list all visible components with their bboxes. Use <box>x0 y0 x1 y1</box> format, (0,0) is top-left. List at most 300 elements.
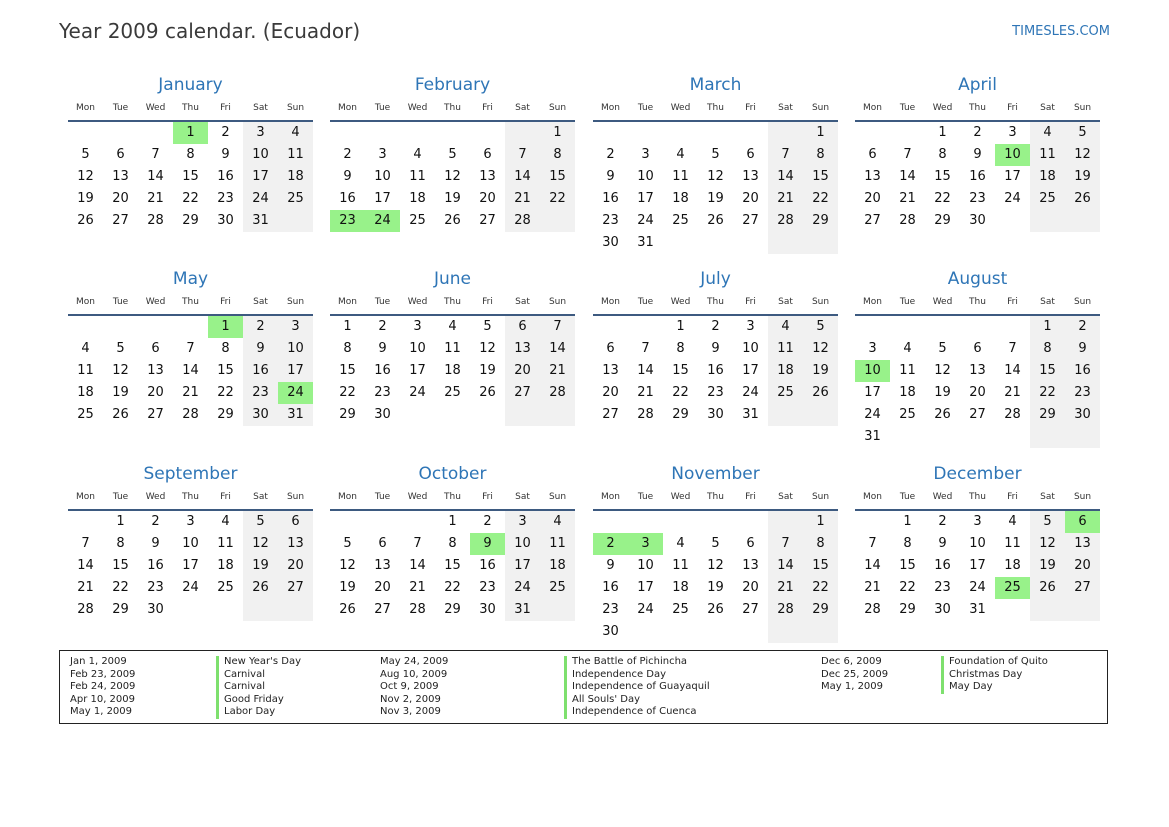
month-name: September <box>143 464 238 484</box>
weekday-header-row <box>330 491 575 507</box>
empty-day-cell <box>890 122 925 144</box>
day-cell: 18 <box>768 360 803 382</box>
day-cell: 22 <box>339 385 356 400</box>
day-cell: 5 <box>483 319 492 334</box>
weekday-label: Sat <box>253 103 268 113</box>
weekday-label: Fri <box>220 103 231 113</box>
day-cell: 28 <box>768 210 803 232</box>
day-cell: 20 <box>147 385 164 400</box>
day-cell: 31 <box>864 429 881 444</box>
weekday-label: Mon <box>601 103 620 113</box>
day-cell: 7 <box>151 147 160 162</box>
weekday-label: Mon <box>601 492 620 502</box>
holiday-date: Dec 6, 2009 <box>821 656 882 667</box>
week-row <box>330 382 575 404</box>
empty-day-cell <box>435 404 470 426</box>
day-cell: 1 <box>116 514 125 529</box>
day-cell: 4 <box>540 511 575 533</box>
day-cell: 20 <box>112 191 129 206</box>
day-cell: 27 <box>374 602 391 617</box>
empty-day-cell <box>733 232 768 254</box>
day-cell: 12 <box>112 363 129 378</box>
weekday-header-row <box>593 102 838 118</box>
day-cell: 20 <box>969 385 986 400</box>
day-cell: 11 <box>768 338 803 360</box>
week-row <box>855 166 1100 188</box>
weekday-label: Sat <box>515 103 530 113</box>
empty-day-cell <box>400 404 435 426</box>
weekday-label: Tue <box>374 297 391 307</box>
day-cell: 13 <box>1065 533 1100 555</box>
holiday-day-cell: 10 <box>995 144 1030 166</box>
day-cell: 30 <box>217 213 234 228</box>
day-cell: 3 <box>973 514 982 529</box>
day-cell: 10 <box>637 558 654 573</box>
day-cell: 17 <box>742 363 759 378</box>
day-cell: 15 <box>182 169 199 184</box>
week-row <box>593 555 838 577</box>
day-cell: 16 <box>934 558 951 573</box>
holiday-date: Dec 25, 2009 <box>821 668 889 680</box>
day-cell: 20 <box>1065 555 1100 577</box>
week-row <box>68 382 313 404</box>
weekday-label: Sun <box>548 297 567 307</box>
day-cell: 21 <box>540 360 575 382</box>
day-cell: 25 <box>1030 188 1065 210</box>
empty-day-cell <box>103 316 138 338</box>
empty-day-cell <box>435 122 470 144</box>
day-cell: 16 <box>339 191 356 206</box>
week-row <box>330 511 575 533</box>
day-cell: 22 <box>899 580 916 595</box>
day-cell: 18 <box>1004 558 1021 573</box>
weekday-label: Sun <box>1073 297 1092 307</box>
day-cell: 27 <box>505 382 540 404</box>
week-row <box>855 426 1100 448</box>
day-cell: 25 <box>217 580 234 595</box>
week-row <box>593 210 838 232</box>
weekday-label: Thu <box>182 492 199 502</box>
day-cell: 29 <box>803 210 838 232</box>
weekday-label: Wed <box>932 297 953 307</box>
week-row <box>855 122 1100 144</box>
day-cell: 5 <box>711 536 720 551</box>
day-cell: 17 <box>409 363 426 378</box>
weekday-label: Sun <box>811 297 830 307</box>
day-cell: 5 <box>343 536 352 551</box>
weekday-label: Fri <box>1007 492 1018 502</box>
brand-link[interactable]: TIMESLES.COM <box>1012 24 1110 39</box>
empty-day-cell <box>138 122 173 144</box>
day-cell: 16 <box>1065 360 1100 382</box>
weekday-label: Fri <box>220 297 231 307</box>
day-cell: 13 <box>112 169 129 184</box>
day-cell: 21 <box>768 188 803 210</box>
day-cell: 7 <box>540 316 575 338</box>
day-cell: 7 <box>641 341 650 356</box>
day-cell: 31 <box>742 407 759 422</box>
week-row <box>330 533 575 555</box>
week-row <box>855 316 1100 338</box>
day-cell: 9 <box>343 169 352 184</box>
day-cell: 27 <box>479 213 496 228</box>
day-cell: 12 <box>707 169 724 184</box>
day-cell: 23 <box>707 385 724 400</box>
day-cell: 13 <box>969 363 986 378</box>
holiday-day-cell: 9 <box>470 533 505 555</box>
weekday-label: Wed <box>145 103 166 113</box>
day-cell: 19 <box>339 580 356 595</box>
weekday-label: Fri <box>1007 103 1018 113</box>
holiday-name: Christmas Day <box>941 669 1048 682</box>
day-cell: 29 <box>899 602 916 617</box>
weekday-label: Wed <box>670 297 691 307</box>
month-december <box>855 462 1100 621</box>
month-january <box>68 73 313 232</box>
day-cell: 24 <box>742 385 759 400</box>
weekday-label: Thu <box>707 297 724 307</box>
day-cell: 11 <box>77 363 94 378</box>
day-cell: 10 <box>278 338 313 360</box>
day-cell: 5 <box>116 341 125 356</box>
day-cell: 30 <box>147 602 164 617</box>
day-cell: 19 <box>707 191 724 206</box>
holiday-date: Jan 1, 2009 <box>70 656 127 667</box>
weekday-label: Tue <box>637 492 654 502</box>
day-cell: 28 <box>147 213 164 228</box>
day-cell: 20 <box>742 580 759 595</box>
day-cell: 30 <box>707 407 724 422</box>
day-cell: 21 <box>147 191 164 206</box>
empty-day-cell <box>628 122 663 144</box>
week-row <box>68 555 313 577</box>
weekday-label: Sun <box>1073 492 1092 502</box>
day-cell: 6 <box>868 147 877 162</box>
day-cell: 21 <box>409 580 426 595</box>
week-row <box>68 188 313 210</box>
week-row <box>330 166 575 188</box>
day-cell: 1 <box>803 122 838 144</box>
weekday-label: Fri <box>1007 297 1018 307</box>
day-cell: 4 <box>81 341 90 356</box>
day-cell: 17 <box>1004 169 1021 184</box>
day-cell: 2 <box>221 125 230 140</box>
day-cell: 16 <box>243 360 278 382</box>
empty-day-cell <box>1030 426 1065 448</box>
empty-day-cell <box>768 621 803 643</box>
weekday-label: Mon <box>338 297 357 307</box>
week-row <box>593 404 838 426</box>
holiday-day-cell: 24 <box>365 210 400 232</box>
day-cell: 26 <box>479 385 496 400</box>
day-cell: 4 <box>278 122 313 144</box>
empty-day-cell <box>733 621 768 643</box>
empty-day-cell <box>593 122 628 144</box>
day-cell: 20 <box>864 191 881 206</box>
day-cell: 4 <box>221 514 230 529</box>
holiday-date: May 24, 2009 <box>380 656 449 667</box>
holiday-dates-column <box>380 656 448 719</box>
weekday-label: Mon <box>601 297 620 307</box>
day-cell: 11 <box>1004 536 1021 551</box>
weekday-header-row <box>855 491 1100 507</box>
day-cell: 1 <box>540 122 575 144</box>
day-cell: 9 <box>378 341 387 356</box>
day-cell: 5 <box>448 147 457 162</box>
day-cell: 6 <box>378 536 387 551</box>
holiday-name: All Souls' Day <box>564 694 710 707</box>
day-cell: 4 <box>768 316 803 338</box>
day-cell: 2 <box>606 147 615 162</box>
empty-day-cell <box>925 426 960 448</box>
day-cell: 5 <box>711 147 720 162</box>
day-cell: 31 <box>243 210 278 232</box>
day-cell: 6 <box>606 341 615 356</box>
page-title: Year 2009 calendar. (Ecuador) <box>59 19 361 43</box>
weekday-label: Fri <box>482 103 493 113</box>
day-cell: 24 <box>637 602 654 617</box>
day-cell: 17 <box>243 166 278 188</box>
day-cell: 6 <box>505 316 540 338</box>
day-cell: 30 <box>969 213 986 228</box>
day-cell: 28 <box>768 599 803 621</box>
empty-day-cell <box>855 122 890 144</box>
weekday-label: Wed <box>145 297 166 307</box>
day-cell: 12 <box>339 558 356 573</box>
weekday-label: Sun <box>811 492 830 502</box>
weekday-label: Tue <box>374 492 391 502</box>
holiday-dates-column <box>821 656 888 694</box>
empty-day-cell <box>995 210 1030 232</box>
weekday-label: Tue <box>112 103 129 113</box>
weekday-label: Tue <box>374 103 391 113</box>
day-cell: 20 <box>479 191 496 206</box>
day-cell: 23 <box>374 385 391 400</box>
day-cell: 1 <box>343 319 352 334</box>
holiday-date: Nov 3, 2009 <box>380 706 441 718</box>
day-cell: 29 <box>182 213 199 228</box>
empty-day-cell <box>995 316 1030 338</box>
day-cell: 8 <box>803 533 838 555</box>
day-cell: 12 <box>1030 533 1065 555</box>
day-cell: 17 <box>182 558 199 573</box>
empty-day-cell <box>103 122 138 144</box>
day-cell: 27 <box>1065 577 1100 599</box>
month-october <box>330 462 575 621</box>
day-cell: 19 <box>77 191 94 206</box>
weekday-label: Mon <box>76 297 95 307</box>
weekday-label: Tue <box>637 103 654 113</box>
holiday-date: Feb 23, 2009 <box>70 668 136 680</box>
day-cell: 14 <box>182 363 199 378</box>
day-cell: 6 <box>116 147 125 162</box>
day-cell: 24 <box>637 213 654 228</box>
day-cell: 21 <box>505 188 540 210</box>
week-row <box>855 360 1100 382</box>
week-row <box>68 316 313 338</box>
day-cell: 10 <box>969 536 986 551</box>
holiday-date: Aug 10, 2009 <box>380 668 448 680</box>
day-cell: 28 <box>637 407 654 422</box>
day-cell: 13 <box>864 169 881 184</box>
empty-day-cell <box>540 599 575 621</box>
day-cell: 22 <box>444 580 461 595</box>
empty-day-cell <box>68 511 103 533</box>
week-row <box>855 555 1100 577</box>
holiday-day-cell: 1 <box>208 316 243 338</box>
day-cell: 1 <box>803 511 838 533</box>
day-cell: 26 <box>444 213 461 228</box>
day-cell: 8 <box>448 536 457 551</box>
empty-day-cell <box>768 404 803 426</box>
week-row <box>330 316 575 338</box>
day-cell: 6 <box>151 341 160 356</box>
weekday-label: Thu <box>444 297 461 307</box>
empty-day-cell <box>593 511 628 533</box>
week-row <box>593 316 838 338</box>
weekday-label: Thu <box>969 297 986 307</box>
holiday-name: Carnival <box>216 681 301 694</box>
day-cell: 4 <box>676 147 685 162</box>
weekday-label: Sat <box>1040 297 1055 307</box>
week-row <box>330 577 575 599</box>
day-cell: 7 <box>81 536 90 551</box>
day-cell: 10 <box>182 536 199 551</box>
month-name: October <box>418 464 487 484</box>
empty-day-cell <box>1030 599 1065 621</box>
day-cell: 23 <box>217 191 234 206</box>
empty-day-cell <box>890 316 925 338</box>
empty-day-cell <box>768 232 803 254</box>
day-cell: 14 <box>637 363 654 378</box>
weekday-label: Wed <box>932 492 953 502</box>
day-cell: 6 <box>973 341 982 356</box>
day-cell: 5 <box>1065 122 1100 144</box>
day-cell: 19 <box>112 385 129 400</box>
weekday-label: Sat <box>515 492 530 502</box>
month-name: November <box>671 464 760 484</box>
empty-day-cell <box>470 404 505 426</box>
week-row <box>855 599 1100 621</box>
day-cell: 4 <box>413 147 422 162</box>
day-cell: 2 <box>343 147 352 162</box>
empty-day-cell <box>960 316 995 338</box>
empty-day-cell <box>173 316 208 338</box>
day-cell: 4 <box>448 319 457 334</box>
empty-day-cell <box>278 210 313 232</box>
day-cell: 18 <box>1030 166 1065 188</box>
holiday-name: The Battle of Pichincha <box>564 656 710 669</box>
day-cell: 17 <box>637 191 654 206</box>
weekday-label: Sun <box>1073 103 1092 113</box>
week-row <box>68 577 313 599</box>
day-cell: 9 <box>606 169 615 184</box>
empty-day-cell <box>925 316 960 338</box>
week-row <box>68 511 313 533</box>
day-cell: 1 <box>1030 316 1065 338</box>
day-cell: 26 <box>934 407 951 422</box>
weekday-label: Sat <box>253 492 268 502</box>
holiday-day-cell: 23 <box>330 210 365 232</box>
day-cell: 2 <box>483 514 492 529</box>
weekday-label: Tue <box>637 297 654 307</box>
week-row <box>68 144 313 166</box>
day-cell: 14 <box>768 166 803 188</box>
day-cell: 23 <box>479 580 496 595</box>
week-row <box>593 122 838 144</box>
day-cell: 6 <box>746 147 755 162</box>
day-cell: 2 <box>243 316 278 338</box>
day-cell: 18 <box>217 558 234 573</box>
holiday-name: Carnival <box>216 669 301 682</box>
day-cell: 4 <box>1008 514 1017 529</box>
day-cell: 6 <box>278 511 313 533</box>
weekday-label: Wed <box>670 492 691 502</box>
weekday-label: Sun <box>811 103 830 113</box>
week-row <box>593 533 838 555</box>
day-cell: 22 <box>803 188 838 210</box>
empty-day-cell <box>663 122 698 144</box>
day-cell: 5 <box>1030 511 1065 533</box>
day-cell: 12 <box>707 558 724 573</box>
weekday-label: Fri <box>482 297 493 307</box>
day-cell: 25 <box>77 407 94 422</box>
week-row <box>68 338 313 360</box>
week-row <box>593 232 838 254</box>
day-cell: 12 <box>243 533 278 555</box>
day-cell: 8 <box>116 536 125 551</box>
day-cell: 8 <box>186 147 195 162</box>
day-cell: 9 <box>711 341 720 356</box>
day-cell: 23 <box>243 382 278 404</box>
day-cell: 22 <box>540 188 575 210</box>
weekday-label: Fri <box>745 103 756 113</box>
day-cell: 1 <box>676 319 685 334</box>
empty-day-cell <box>1065 599 1100 621</box>
day-cell: 28 <box>77 602 94 617</box>
weekday-label: Sat <box>778 103 793 113</box>
day-cell: 7 <box>413 536 422 551</box>
day-cell: 27 <box>278 577 313 599</box>
empty-day-cell <box>68 316 103 338</box>
day-cell: 20 <box>374 580 391 595</box>
month-name: December <box>933 464 1022 484</box>
week-row <box>68 404 313 426</box>
day-cell: 9 <box>151 536 160 551</box>
day-cell: 11 <box>278 144 313 166</box>
weekday-label: Wed <box>932 103 953 113</box>
empty-day-cell <box>173 599 208 621</box>
day-cell: 26 <box>77 213 94 228</box>
holiday-date: May 1, 2009 <box>821 681 884 693</box>
day-cell: 3 <box>186 514 195 529</box>
day-cell: 18 <box>444 363 461 378</box>
weekday-label: Tue <box>899 103 916 113</box>
week-row <box>855 404 1100 426</box>
empty-day-cell <box>803 621 838 643</box>
month-march <box>593 73 838 254</box>
day-cell: 9 <box>243 338 278 360</box>
day-cell: 29 <box>672 407 689 422</box>
day-cell: 10 <box>409 341 426 356</box>
week-row <box>330 360 575 382</box>
empty-day-cell <box>698 122 733 144</box>
day-cell: 20 <box>505 360 540 382</box>
weekday-label: Sun <box>286 103 305 113</box>
day-cell: 21 <box>1004 385 1021 400</box>
month-november <box>593 462 838 643</box>
empty-day-cell <box>733 511 768 533</box>
